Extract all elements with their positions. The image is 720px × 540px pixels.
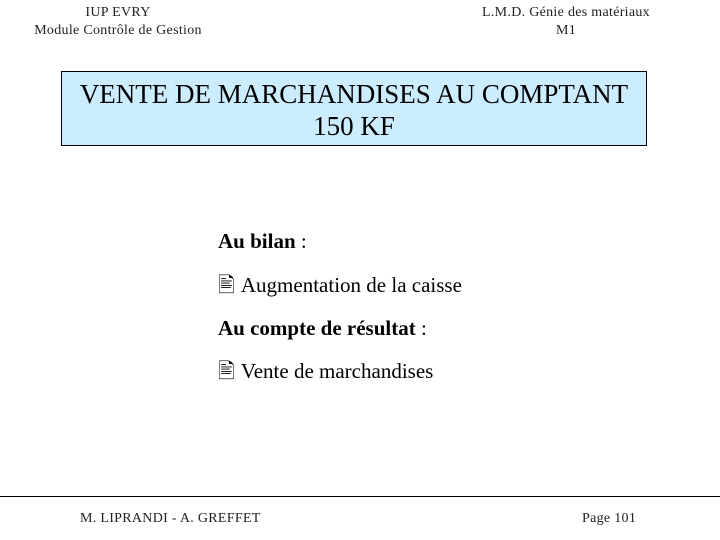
resultat-item-row <box>218 358 433 384</box>
header-program-name: L.M.D. Génie des matériaux <box>482 5 650 20</box>
footer-page-number: Page 101 <box>582 511 637 526</box>
slide-subtitle-amount: 150 KF <box>313 111 395 141</box>
header-program <box>466 4 666 40</box>
slide-title-box <box>61 71 647 146</box>
header-module-name: Module Contrôle de Gestion <box>34 23 202 38</box>
document-icon: 🖹 <box>218 359 235 383</box>
footer-authors: M. LIPRANDI - A. GREFFET <box>80 511 261 526</box>
bilan-item: Augmentation de la caisse <box>240 273 462 297</box>
footer-divider <box>0 496 720 497</box>
resultat-heading-suffix: : <box>415 316 427 340</box>
header-institution-name: IUP EVRY <box>85 5 151 20</box>
bilan-heading-suffix: : <box>295 229 307 253</box>
header-program-level: M1 <box>555 23 577 38</box>
header-institution <box>0 4 236 40</box>
resultat-heading-row <box>218 315 427 341</box>
slide-title: VENTE DE MARCHANDISES AU COMPTANT <box>79 79 629 109</box>
bilan-heading-row <box>218 228 307 254</box>
document-icon: 🖹 <box>218 273 235 297</box>
resultat-item: Vente de marchandises <box>240 359 434 383</box>
resultat-heading: Au compte de résultat <box>218 316 416 340</box>
bilan-item-row <box>218 272 462 298</box>
bilan-heading: Au bilan <box>218 229 296 253</box>
